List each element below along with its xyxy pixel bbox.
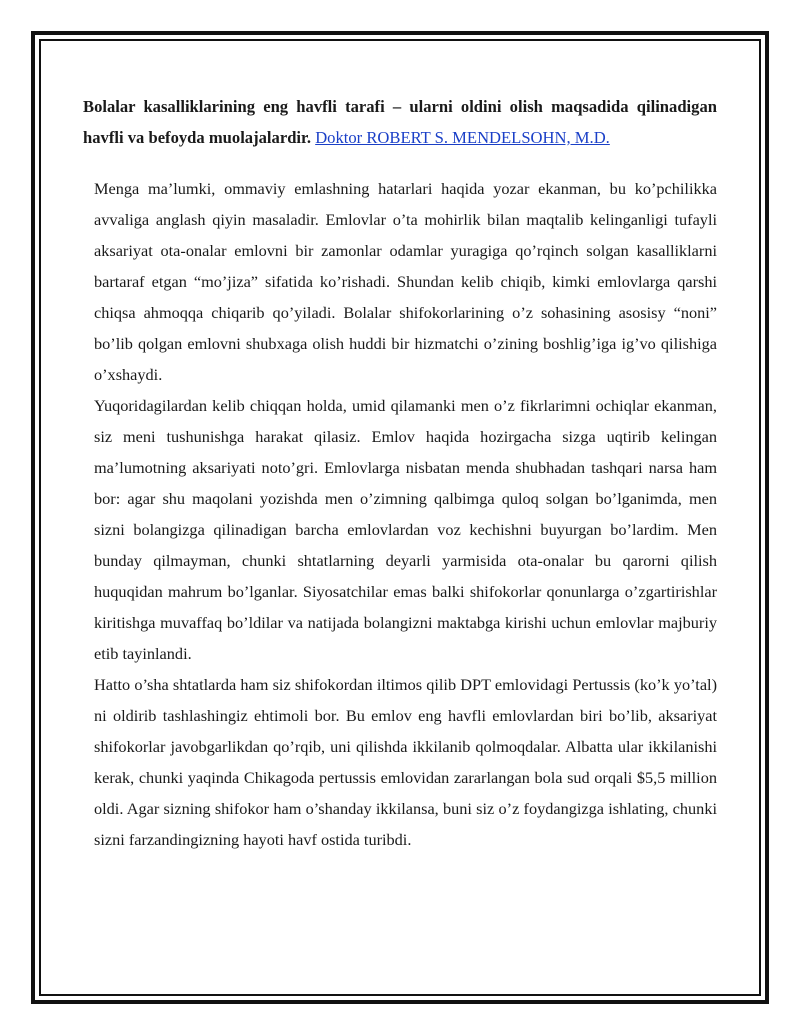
document-heading [83,91,717,153]
article-body [94,173,717,855]
paragraph-1: Menga ma’lumki, ommaviy emlashning hatarlari haqida yozar ekanman, bu ko’pchilikka avvaliga anglash qiyin masaladir. Emlovlar o’ta mohirlik bilan maqtalib kelinganligi tufayli aksariyat ota-onalar emlovni bir zamonlar odamlar yuragiga qo’rqinch solgan kasalliklarni bartaraf etgan “mo’jiza” sifatida ko’rishadi. Shundan kelib chiqib, kimki emlovlarga qarshi chiqsa ahmoqqa chiqarib qo’yiladi. Bolalar shifokorlarining o’z sohasining asosisy “noni” bo’lib qolgan emlovni shubxaga olish huddi bir hizmatchi o’zining boshlig’iga ig’vo qilishiga o’xshaydi. [94,179,717,384]
document-content [83,91,717,855]
paragraph-3: Hatto o’sha shtatlarda ham siz shifokordan iltimos qilib DPT emlovidagi Pertussis (ko’k yo’tal) ni oldirib tashlashingiz ehtimoli bor. Bu emlov eng havfli emlovlardan biri bo’lib, aksariyat shifokorlar javobgarlikdan qo’rqib, uni qilishda ikkilanib qolmoqdalar. Albatta ular ikkilanishi kerak, chunki yaqinda Chikagoda pertussis emlovidan zararlangan bola sud orqali $5,5 million oldi. Agar sizning shifokor ham o’shanday ikkilansa, buni siz o’z foydangizga ishlating, chunki sizni farzandingizning hayoti havf ostida turibdi. [94,675,717,849]
author-link[interactable]: Doktor ROBERT S. MENDELSOHN, M.D. [315,128,610,147]
heading-title: Bolalar kasalliklarining eng havfli tarafi – ularni oldini olish maqsadida qilinadigan havfli va befoyda muolajalardir. [83,97,717,147]
paragraph-2: Yuqoridagilardan kelib chiqqan holda, umid qilamanki men o’z fikrlarimni ochiqlar ekanman, siz meni tushunishga harakat qilasiz. Emlov haqida hozirgacha sizga uqtirib kelingan ma’lumotning aksariyati noto’gri. Emlovlarga nisbatan menda shubhadan tashqari narsa ham bor: agar shu maqolani yozishda men o’zimning qalbimga quloq solgan bo’lganimda, men sizni bolangizga qilinadigan barcha emlovlardan voz kechishni buyurgan bo’lardim. Men bunday qilmayman, chunki shtatlarning deyarli yarmisida ota-onalar bu qarorni qilish huquqidan mahrum bo’lganlar. Siyosatchilar emas balki shifokorlar qonunlarga o’zgartirishlar kiritishga muvaffaq bo’ldilar va natijada bolangizni maktabga kirishi uchun emlovlar majburiy etib tayinlandi. [94,396,717,663]
